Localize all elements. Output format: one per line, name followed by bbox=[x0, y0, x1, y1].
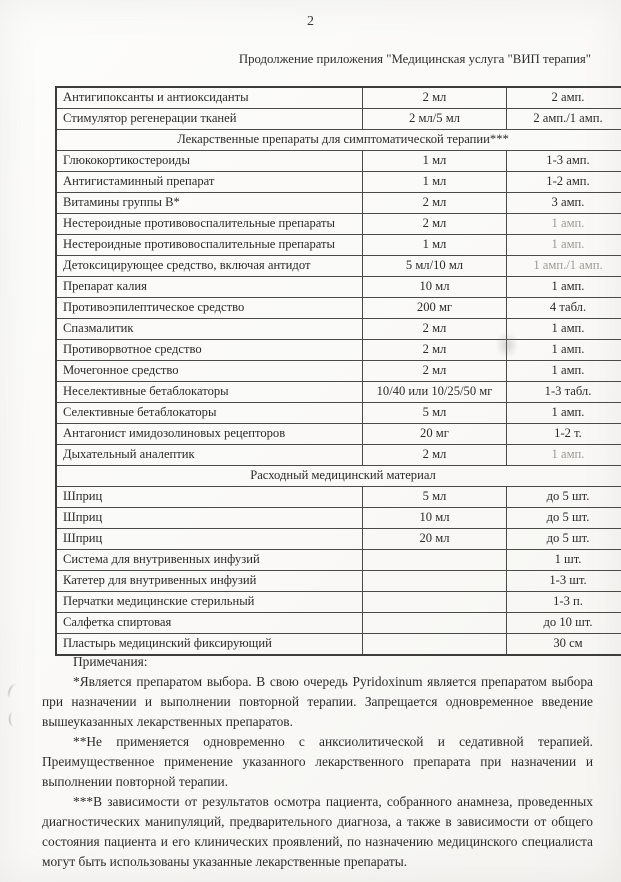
dose-cell: 5 мл bbox=[363, 487, 507, 508]
quantity-cell: 2 амп. bbox=[507, 87, 621, 109]
pen-mark-artifact bbox=[8, 712, 18, 727]
dose-cell: 10 мл bbox=[363, 508, 507, 529]
dose-cell bbox=[363, 571, 507, 592]
dose-cell bbox=[363, 613, 507, 634]
note-paragraph: ***В зависимости от результатов осмотра пациента, собранного анамнеза, проведенных диагностических манипуляций, предварительного диагноза, а также в зависимости от общего состояния пациента и его клинических проявлений, по назначению медицинского специалиста могут быть использованы указанные лекарственные препараты. bbox=[42, 794, 593, 869]
table-row bbox=[56, 487, 621, 508]
section-title: Расходный медицинский материал bbox=[56, 466, 621, 487]
medication-table bbox=[55, 86, 621, 656]
table-row bbox=[56, 87, 621, 109]
item-name-cell: Антигипоксанты и антиоксиданты bbox=[56, 87, 363, 109]
item-name-cell: Перчатки медицинские стерильный bbox=[56, 592, 363, 613]
table-row bbox=[56, 151, 621, 172]
quantity-cell: до 5 шт. bbox=[507, 508, 621, 529]
quantity-cell: 3 амп. bbox=[507, 193, 621, 214]
dose-cell: 10 мл bbox=[363, 277, 507, 298]
page-number: 2 bbox=[307, 14, 314, 29]
quantity-cell: 1 амп. bbox=[507, 361, 621, 382]
item-name-cell: Нестероидные противовоспалительные препараты bbox=[56, 235, 363, 256]
dose-cell: 2 мл bbox=[363, 445, 507, 466]
notes-section bbox=[42, 652, 593, 872]
section-row bbox=[56, 466, 621, 487]
dose-cell: 1 мл bbox=[363, 151, 507, 172]
item-name-cell: Стимулятор регенерации тканей bbox=[56, 109, 363, 130]
item-name-cell: Селективные бетаблокаторы bbox=[56, 403, 363, 424]
dose-cell: 2 мл bbox=[363, 340, 507, 361]
item-name-cell: Дыхательный аналептик bbox=[56, 445, 363, 466]
item-name-cell: Антагонист имидозолиновых рецепторов bbox=[56, 424, 363, 445]
quantity-cell: 4 табл. bbox=[507, 298, 621, 319]
item-name-cell: Неселективные бетаблокаторы bbox=[56, 382, 363, 403]
table-row bbox=[56, 277, 621, 298]
item-name-cell: Шприц bbox=[56, 529, 363, 550]
quantity-cell: 1 амп. bbox=[507, 214, 621, 235]
quantity-cell: 1-3 п. bbox=[507, 592, 621, 613]
table-row bbox=[56, 256, 621, 277]
quantity-cell: 1 амп. bbox=[507, 277, 621, 298]
dose-cell: 1 мл bbox=[363, 172, 507, 193]
quantity-cell: до 10 шт. bbox=[507, 613, 621, 634]
item-name-cell: Детоксицирующее средство, включая антидот bbox=[56, 256, 363, 277]
quantity-cell: 30 см bbox=[507, 634, 621, 656]
table-row bbox=[56, 340, 621, 361]
dose-cell: 5 мл bbox=[363, 403, 507, 424]
note-paragraph: *Является препаратом выбора. В свою очередь Pyridoxinum является препаратом выбора при назначении и выполнении повторной терапии. Запрещается одновременное введение вышеуказанных лекарственных препаратов. bbox=[42, 674, 593, 729]
quantity-cell: 1-2 амп. bbox=[507, 172, 621, 193]
notes-heading: Примечания: bbox=[73, 654, 148, 669]
dose-cell: 2 мл bbox=[363, 193, 507, 214]
pen-mark-artifact bbox=[7, 683, 19, 699]
item-name-cell: Витамины группы В* bbox=[56, 193, 363, 214]
table-row bbox=[56, 550, 621, 571]
quantity-cell: 1 амп. bbox=[507, 235, 621, 256]
quantity-cell: до 5 шт. bbox=[507, 529, 621, 550]
item-name-cell: Шприц bbox=[56, 508, 363, 529]
quantity-cell: 1-3 табл. bbox=[507, 382, 621, 403]
table-row bbox=[56, 445, 621, 466]
dose-cell: 2 мл bbox=[363, 361, 507, 382]
quantity-cell: 1-3 шт. bbox=[507, 571, 621, 592]
quantity-cell: 1 шт. bbox=[507, 550, 621, 571]
table-row bbox=[56, 529, 621, 550]
dose-cell bbox=[363, 592, 507, 613]
quantity-cell: 1 амп. bbox=[507, 340, 621, 361]
item-name-cell: Противорвотное средство bbox=[56, 340, 363, 361]
document-caption: Продолжение приложения "Медицинская услуга "ВИП терапия" bbox=[238, 52, 591, 66]
item-name-cell: Катетер для внутривенных инфузий bbox=[56, 571, 363, 592]
section-row bbox=[56, 130, 621, 151]
table-row bbox=[56, 424, 621, 445]
dose-cell: 2 мл bbox=[363, 319, 507, 340]
quantity-cell: 1 амп./1 амп. bbox=[507, 256, 621, 277]
item-name-cell: Шприц bbox=[56, 487, 363, 508]
item-name-cell: Противоэпилептическое средство bbox=[56, 298, 363, 319]
section-title: Лекарственные препараты для симптоматической терапии*** bbox=[56, 130, 621, 151]
item-name-cell: Нестероидные противовоспалительные препараты bbox=[56, 214, 363, 235]
quantity-cell: 1-3 амп. bbox=[507, 151, 621, 172]
quantity-cell: 1 амп. bbox=[507, 319, 621, 340]
dose-cell: 5 мл/10 мл bbox=[363, 256, 507, 277]
item-name-cell: Пластырь медицинский фиксирующий bbox=[56, 634, 363, 656]
table-row bbox=[56, 172, 621, 193]
item-name-cell: Глюкокортикостероиды bbox=[56, 151, 363, 172]
table-row bbox=[56, 592, 621, 613]
item-name-cell: Препарат калия bbox=[56, 277, 363, 298]
medication-table-body bbox=[56, 87, 621, 655]
item-name-cell: Спазмалитик bbox=[56, 319, 363, 340]
item-name-cell: Антигистаминный препарат bbox=[56, 172, 363, 193]
table-row bbox=[56, 382, 621, 403]
dose-cell: 2 мл bbox=[363, 214, 507, 235]
table-row bbox=[56, 235, 621, 256]
quantity-cell: 1-2 т. bbox=[507, 424, 621, 445]
table-row bbox=[56, 361, 621, 382]
dose-cell: 2 мл bbox=[363, 87, 507, 109]
table-row bbox=[56, 571, 621, 592]
item-name-cell: Система для внутривенных инфузий bbox=[56, 550, 363, 571]
dose-cell: 1 мл bbox=[363, 235, 507, 256]
item-name-cell: Мочегонное средство bbox=[56, 361, 363, 382]
dose-cell: 2 мл/5 мл bbox=[363, 109, 507, 130]
table-row bbox=[56, 508, 621, 529]
quantity-cell: 1 амп. bbox=[507, 445, 621, 466]
dose-cell: 10/40 или 10/25/50 мг bbox=[363, 382, 507, 403]
table-row bbox=[56, 319, 621, 340]
dose-cell: 20 мг bbox=[363, 424, 507, 445]
note-paragraph: **Не применяется одновременно с анксиолитической и седативной терапией. Преимущественное применение указанного лекарственного препарата при назначении и выполнении повторной терапии. bbox=[42, 734, 593, 789]
table-row bbox=[56, 298, 621, 319]
table-row bbox=[56, 403, 621, 424]
quantity-cell: 2 амп./1 амп. bbox=[507, 109, 621, 130]
table-row bbox=[56, 613, 621, 634]
item-name-cell: Салфетка спиртовая bbox=[56, 613, 363, 634]
quantity-cell: 1 амп. bbox=[507, 403, 621, 424]
table-row bbox=[56, 193, 621, 214]
dose-cell: 20 мл bbox=[363, 529, 507, 550]
table-row bbox=[56, 109, 621, 130]
quantity-cell: до 5 шт. bbox=[507, 487, 621, 508]
dose-cell bbox=[363, 550, 507, 571]
table-row bbox=[56, 214, 621, 235]
dose-cell: 200 мг bbox=[363, 298, 507, 319]
